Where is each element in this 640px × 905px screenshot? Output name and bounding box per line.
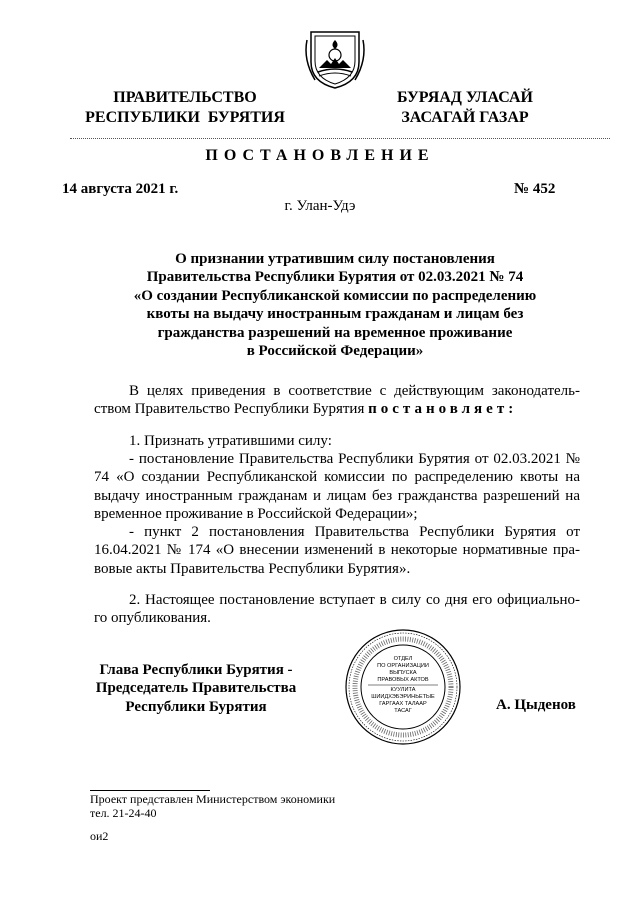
subject-line-3: «О создании Республиканской комиссии по распределению xyxy=(133,287,537,304)
document-city: г. Улан-Удэ xyxy=(284,198,356,214)
stamp-line-3: ВЫПУСКА xyxy=(389,670,417,676)
official-stamp xyxy=(344,628,462,746)
signatory-name: А. Цыденов xyxy=(496,697,576,713)
stamp-line-1: ОТДЕЛ xyxy=(393,656,413,662)
footnote-code: ои2 xyxy=(90,829,109,843)
document-date: 14 августа 2021 г. xyxy=(62,181,179,197)
item-1b-paragraph: - пункт 2 постановления Правительства Республики Бурятия от 16.04.2021 № 174 «О внесении изменений в некоторые нормативные пра-вовые акты Правительства Республики Бурятия». xyxy=(94,524,580,577)
footnote-phone: тел. 21-24-40 xyxy=(90,806,157,820)
preamble-decree-word: постановляет: xyxy=(368,401,518,418)
stamp-line-5: КУУЛИТА xyxy=(390,687,416,693)
document-type-title: ПОСТАНОВЛЕНИЕ xyxy=(205,147,435,164)
subject-line-2: Правительства Республики Бурятия от 02.03.2021 № 74 xyxy=(146,269,524,286)
position-line-1: Глава Республики Бурятия - xyxy=(99,662,293,678)
header-right-line-1: БУРЯАД УЛАСАЙ xyxy=(397,89,533,106)
coat-of-arms-emblem xyxy=(301,24,369,92)
subject-line-6: в Российской Федерации» xyxy=(246,343,424,360)
stamp-line-6: ШИИДХЭБЭРИНЬЕТЫЕ xyxy=(371,694,435,700)
preamble-text: В целях приведения в соответствие с действующим законодатель-ством Правительство Республики Бурятия xyxy=(94,383,580,418)
position-line-2: Председатель Правительства xyxy=(95,680,297,697)
header-left-line-2: РЕСПУБЛИКИ БУРЯТИЯ xyxy=(85,109,285,126)
item-1a-paragraph: - постановление Правительства Республики Бурятия от 02.03.2021 № 74 «О создании Республиканской комиссии по распределению квоты на выдачу иностранным гражданам и лицам без гражданства разрешений на временное проживание в Российской Федерации»; xyxy=(94,451,580,523)
footnote-prepared-by: Проект представлен Министерством экономики xyxy=(90,792,336,806)
subject-line-4: квоты на выдачу иностранным гражданам и лицам без xyxy=(146,306,524,323)
header-left-line-1: ПРАВИТЕЛЬСТВО xyxy=(113,89,257,106)
subject-line-1: О признании утратившим силу постановления xyxy=(175,251,495,267)
stamp-line-4: ПРАВОВЫХ АКТОВ xyxy=(377,677,429,683)
header-divider xyxy=(70,138,610,139)
preamble-paragraph xyxy=(94,382,580,419)
stamp-line-7: ГАРГААХ ТАЛААР xyxy=(379,701,427,707)
stamp-line-2: ПО ОРГАНИЗАЦИИ xyxy=(377,663,429,669)
signatory-position xyxy=(90,661,302,716)
subject-line-5: гражданства разрешений на временное проживание xyxy=(157,324,513,341)
government-name-buryat xyxy=(390,88,540,128)
header-right-line-2: ЗАСАГАЙ ГАЗАР xyxy=(401,109,529,126)
item-2-paragraph: 2. Настоящее постановление вступает в силу со дня его официально-го опубликования. xyxy=(94,592,580,627)
footnote-divider xyxy=(90,790,210,791)
stamp-line-8: ТАСАГ xyxy=(394,708,412,714)
document-number: № 452 xyxy=(514,181,556,197)
government-name-russian xyxy=(70,88,300,128)
document-subject xyxy=(110,250,560,360)
item-1-paragraph: 1. Признать утратившими силу: xyxy=(129,433,332,449)
position-line-3: Республики Бурятия xyxy=(125,698,267,715)
